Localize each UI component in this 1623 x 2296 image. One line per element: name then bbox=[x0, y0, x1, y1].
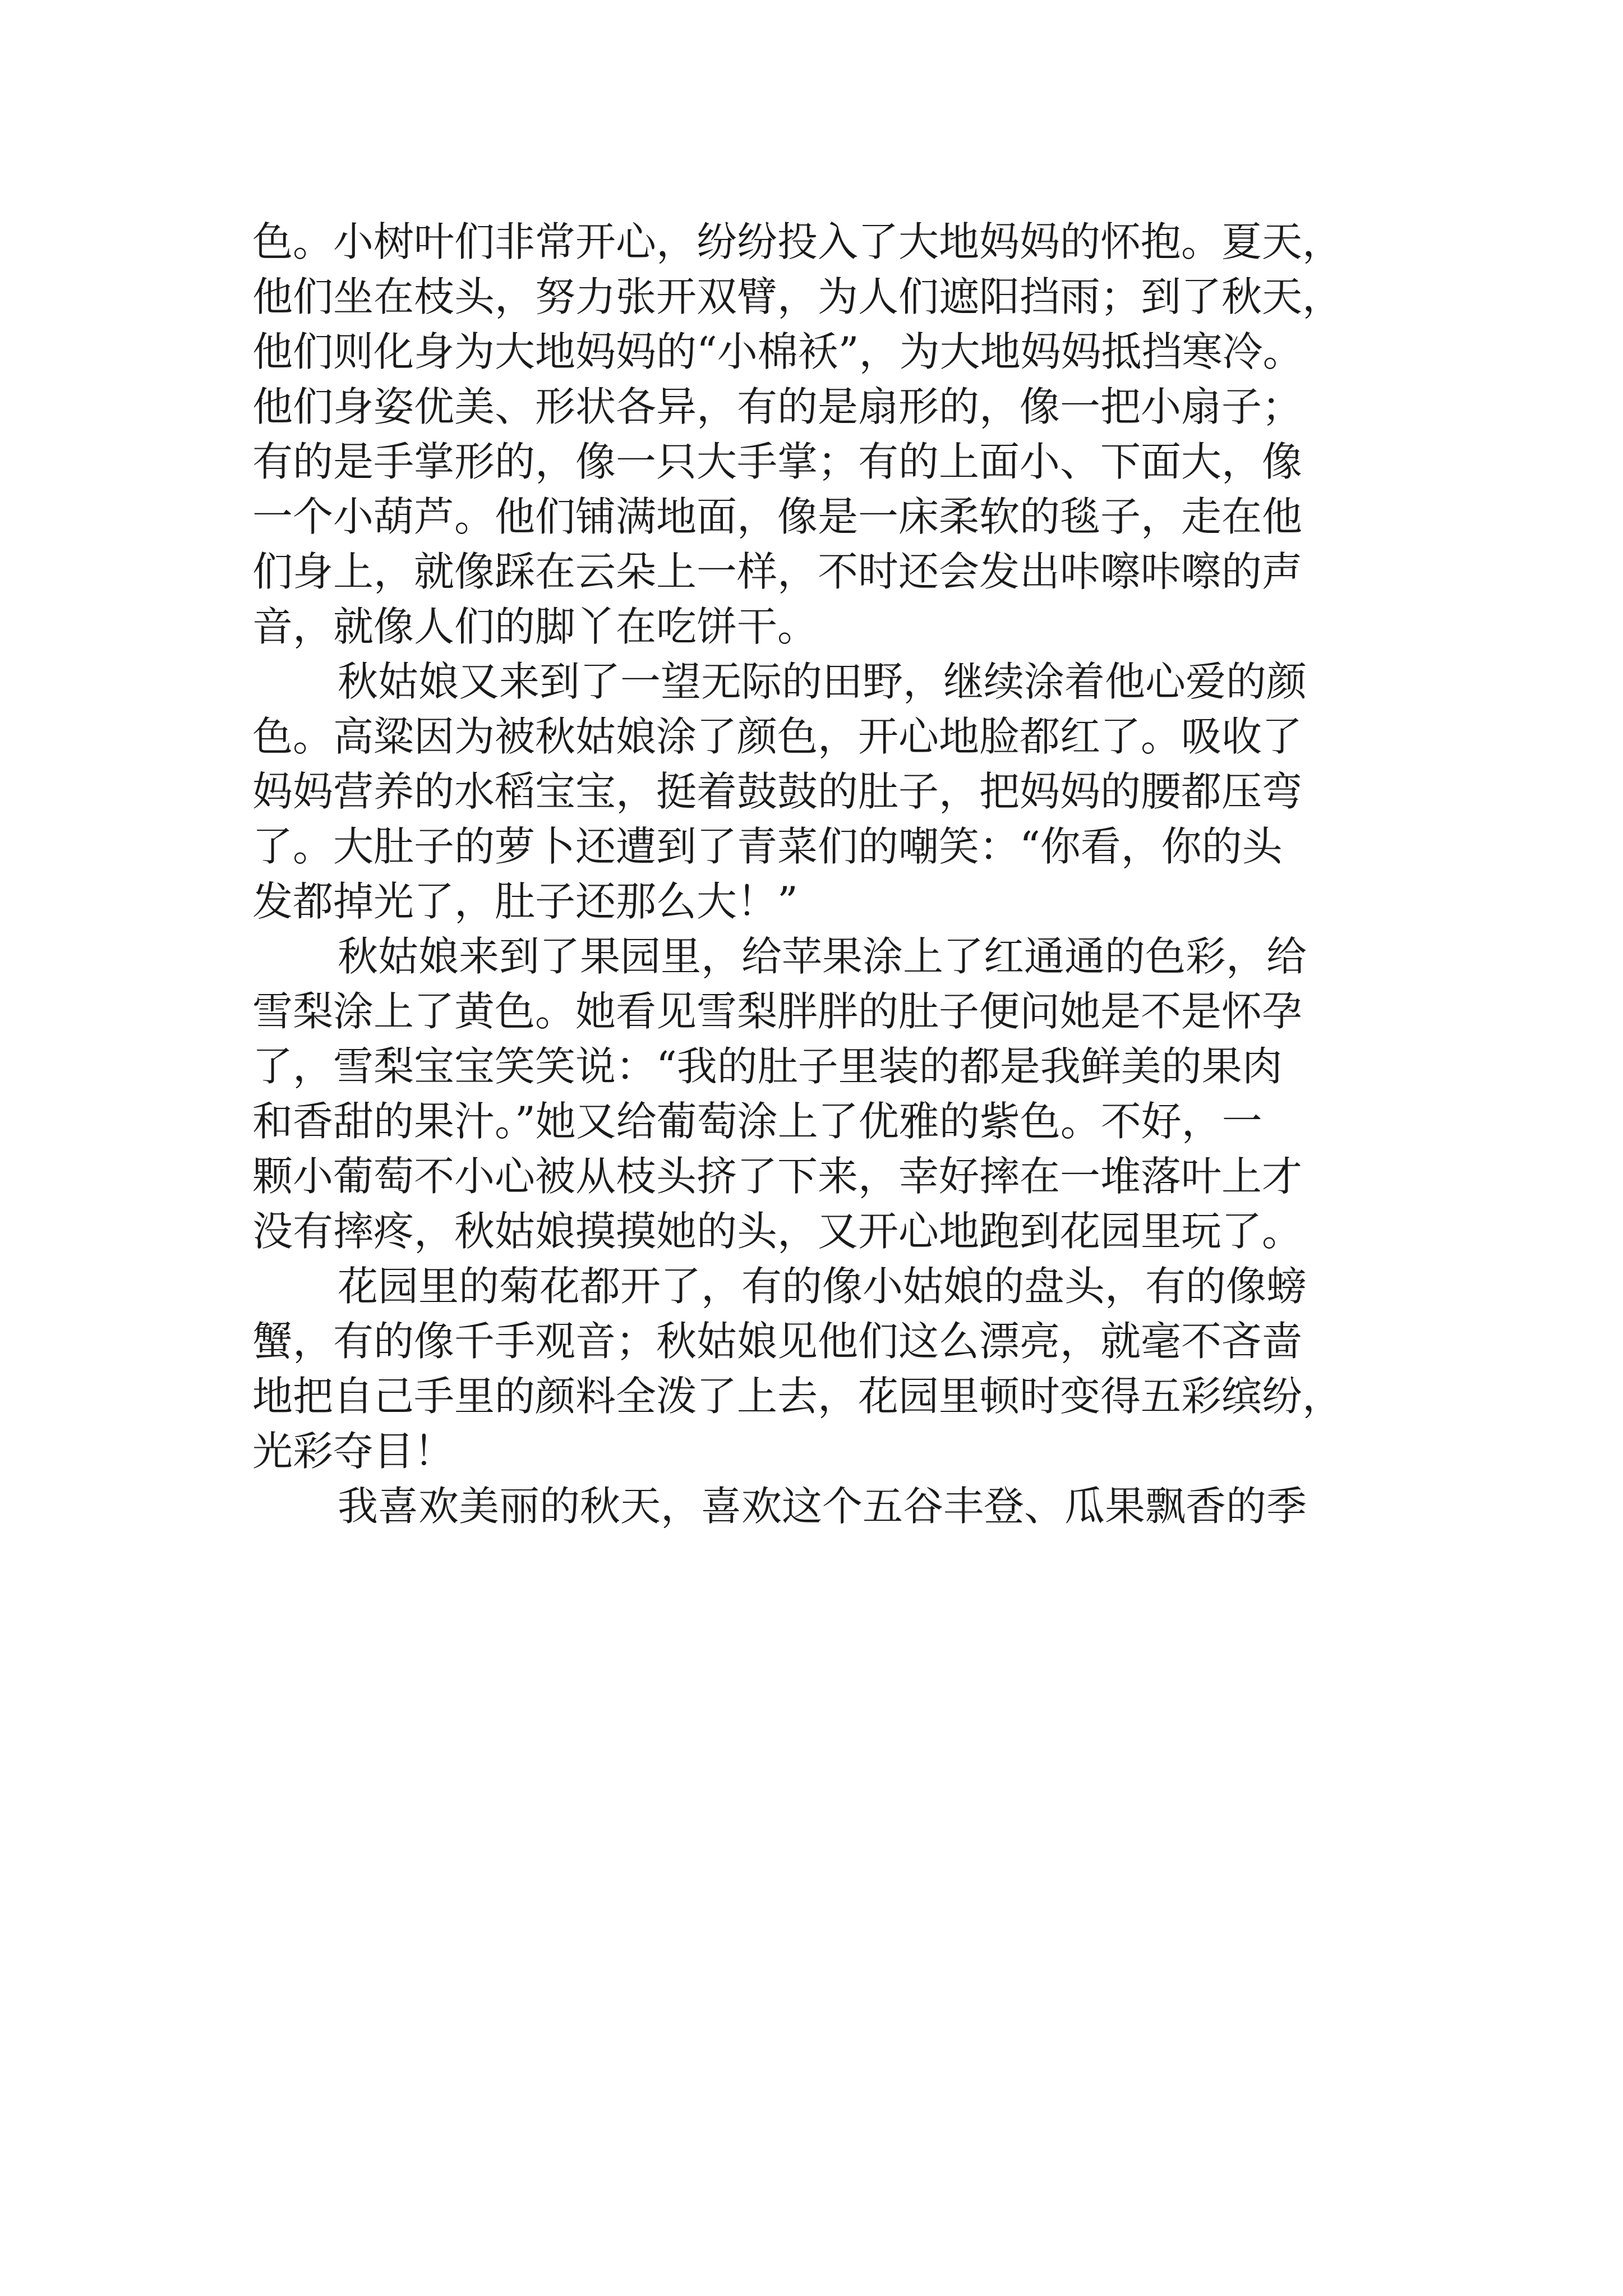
text-line: 有的是手掌形的，像一只大手掌；有的上面小、下面大，像 bbox=[252, 438, 1303, 485]
text-line: 雪梨涂上了黄色。她看见雪梨胖胖的肚子便问她是不是怀孕 bbox=[252, 988, 1303, 1035]
text-line: 发都掉光了，肚子还那么大！” bbox=[252, 878, 798, 925]
text-line: 光彩夺目！ bbox=[252, 1428, 455, 1475]
text-line: 色。小树叶们非常开心，纷纷投入了大地妈妈的怀抱。夏天， bbox=[252, 218, 1343, 265]
text-line: 和香甜的果汁。”她又给葡萄涂上了优雅的紫色。不好，一 bbox=[252, 1098, 1262, 1145]
text-line: 色。高粱因为被秋姑娘涂了颜色，开心地脸都红了。吸收了 bbox=[252, 713, 1303, 760]
text-line: 蟹，有的像千手观音；秋姑娘见他们这么漂亮，就毫不吝啬 bbox=[252, 1318, 1303, 1365]
text-line: 他们坐在枝头，努力张开双臂，为人们遮阳挡雨；到了秋天， bbox=[252, 273, 1343, 320]
text-line: 了。大肚子的萝卜还遭到了青菜们的嘲笑：“你看，你的头 bbox=[252, 823, 1283, 870]
paragraph-first-line: 我喜欢美丽的秋天，喜欢这个五谷丰登、瓜果飘香的季 bbox=[338, 1483, 1307, 1530]
text-line: 没有摔疼，秋姑娘摸摸她的头，又开心地跑到花园里玩了。 bbox=[252, 1208, 1303, 1255]
paragraph-first-line: 秋姑娘又来到了一望无际的田野，继续涂着他心爱的颜 bbox=[338, 658, 1307, 705]
paragraph-first-line: 秋姑娘来到了果园里，给苹果涂上了红通通的色彩，给 bbox=[338, 933, 1307, 980]
text-line: 音，就像人们的脚丫在吃饼干。 bbox=[252, 603, 818, 650]
text-line: 地把自己手里的颜料全泼了上去，花园里顿时变得五彩缤纷， bbox=[252, 1373, 1343, 1420]
text-line: 了，雪梨宝宝笑笑说：“我的肚子里装的都是我鲜美的果肉 bbox=[252, 1043, 1283, 1090]
text-line: 颗小葡萄不小心被从枝头挤了下来，幸好摔在一堆落叶上才 bbox=[252, 1153, 1303, 1200]
body-text bbox=[252, 214, 1396, 1534]
paragraph-first-line: 花园里的菊花都开了，有的像小姑娘的盘头，有的像螃 bbox=[338, 1263, 1307, 1310]
text-line: 他们身姿优美、形状各异，有的是扇形的，像一把小扇子； bbox=[252, 383, 1303, 430]
text-line: 一个小葫芦。他们铺满地面，像是一床柔软的毯子，走在他 bbox=[252, 493, 1303, 540]
text-line: 们身上，就像踩在云朵上一样，不时还会发出咔嚓咔嚓的声 bbox=[252, 548, 1303, 595]
text-line: 他们则化身为大地妈妈的“小棉袄”，为大地妈妈抵挡寒冷。 bbox=[252, 328, 1303, 375]
text-line: 妈妈营养的水稻宝宝，挺着鼓鼓的肚子，把妈妈的腰都压弯 bbox=[252, 768, 1303, 815]
